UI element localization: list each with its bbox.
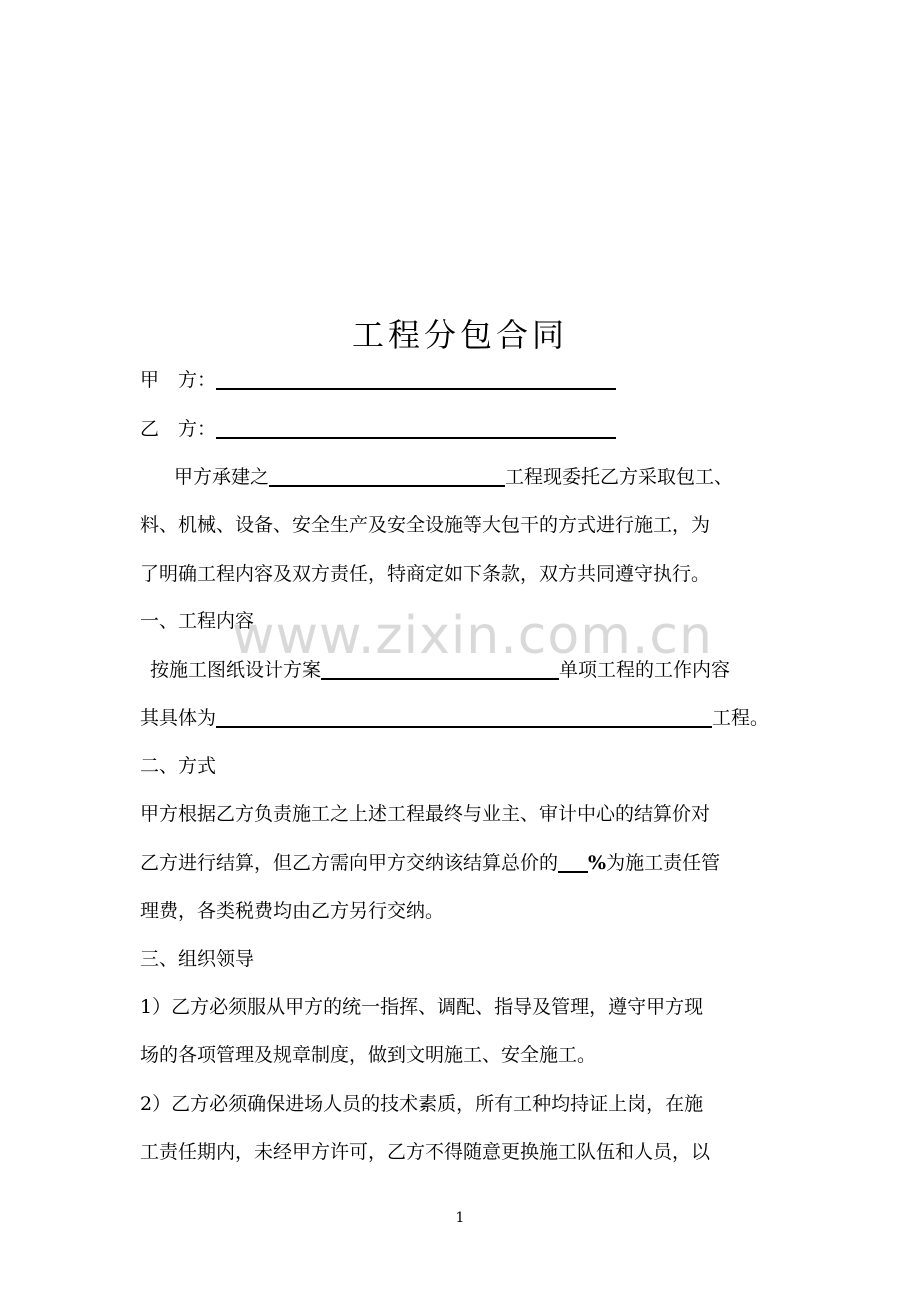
intro-line-3: 了明确工程内容及双方责任，特商定如下条款，双方共同遵守执行。 <box>140 563 711 585</box>
party-b-label: 乙 方： <box>140 418 217 440</box>
watermark-text: www.zixin.com.cn <box>232 606 713 666</box>
party-b-blank[interactable] <box>216 417 616 439</box>
party-a-line <box>140 368 616 392</box>
percent-sign: % <box>588 852 607 874</box>
document-title: 工程分包合同 <box>351 316 568 354</box>
page-number: 1 <box>455 1210 465 1226</box>
section-2-line-1: 甲方根据乙方负责施工之上述工程最终与业主、审计中心的结算价对 <box>140 803 711 825</box>
project-name-blank[interactable] <box>269 465 505 487</box>
section-2-line-3: 理费，各类税费均由乙方另行交纳。 <box>140 900 445 922</box>
section-1-text: 单项工程的工作内容 <box>559 659 731 681</box>
section-1-text: 其具体为 <box>140 707 217 729</box>
section-2-text: 乙方进行结算，但乙方需向甲方交纳该结算总价的 <box>140 852 559 874</box>
design-plan-blank[interactable] <box>321 658 559 680</box>
section-1-line-1 <box>150 658 730 682</box>
intro-text: 工程现委托乙方采取包工、 <box>505 466 734 488</box>
percentage-blank[interactable] <box>558 851 588 873</box>
section-1-heading: 一、工程内容 <box>140 610 255 632</box>
intro-line-2: 料、机械、设备、安全生产及安全设施等大包干的方式进行施工，为 <box>140 514 711 536</box>
section-2-line-2 <box>140 851 720 875</box>
work-detail-blank[interactable] <box>216 706 712 728</box>
intro-text: 甲方承建之 <box>174 466 270 488</box>
section-1-text: 工程。 <box>712 707 770 729</box>
section-3-item-2-line-1: 2）乙方必须确保进场人员的技术素质，所有工种均持证上岗，在施 <box>140 1093 704 1115</box>
section-2-text: 为施工责任管 <box>606 852 721 874</box>
party-b-line <box>140 417 616 441</box>
section-3-heading: 三、组织领导 <box>140 948 255 970</box>
section-1-text: 按施工图纸设计方案 <box>150 659 322 681</box>
party-a-blank[interactable] <box>216 368 616 390</box>
section-3-item-2-line-2: 工责任期内，未经甲方许可，乙方不得随意更换施工队伍和人员，以 <box>140 1141 711 1163</box>
party-a-label: 甲 方： <box>140 369 217 391</box>
section-3-item-1-line-2: 场的各项管理及规章制度，做到文明施工、安全施工。 <box>140 1044 597 1066</box>
section-2-heading: 二、方式 <box>140 755 217 777</box>
intro-line-1 <box>174 465 733 489</box>
section-3-item-1-line-1: 1）乙方必须服从甲方的统一指挥、调配、指导及管理，遵守甲方现 <box>140 996 704 1018</box>
section-1-line-2 <box>140 706 769 730</box>
